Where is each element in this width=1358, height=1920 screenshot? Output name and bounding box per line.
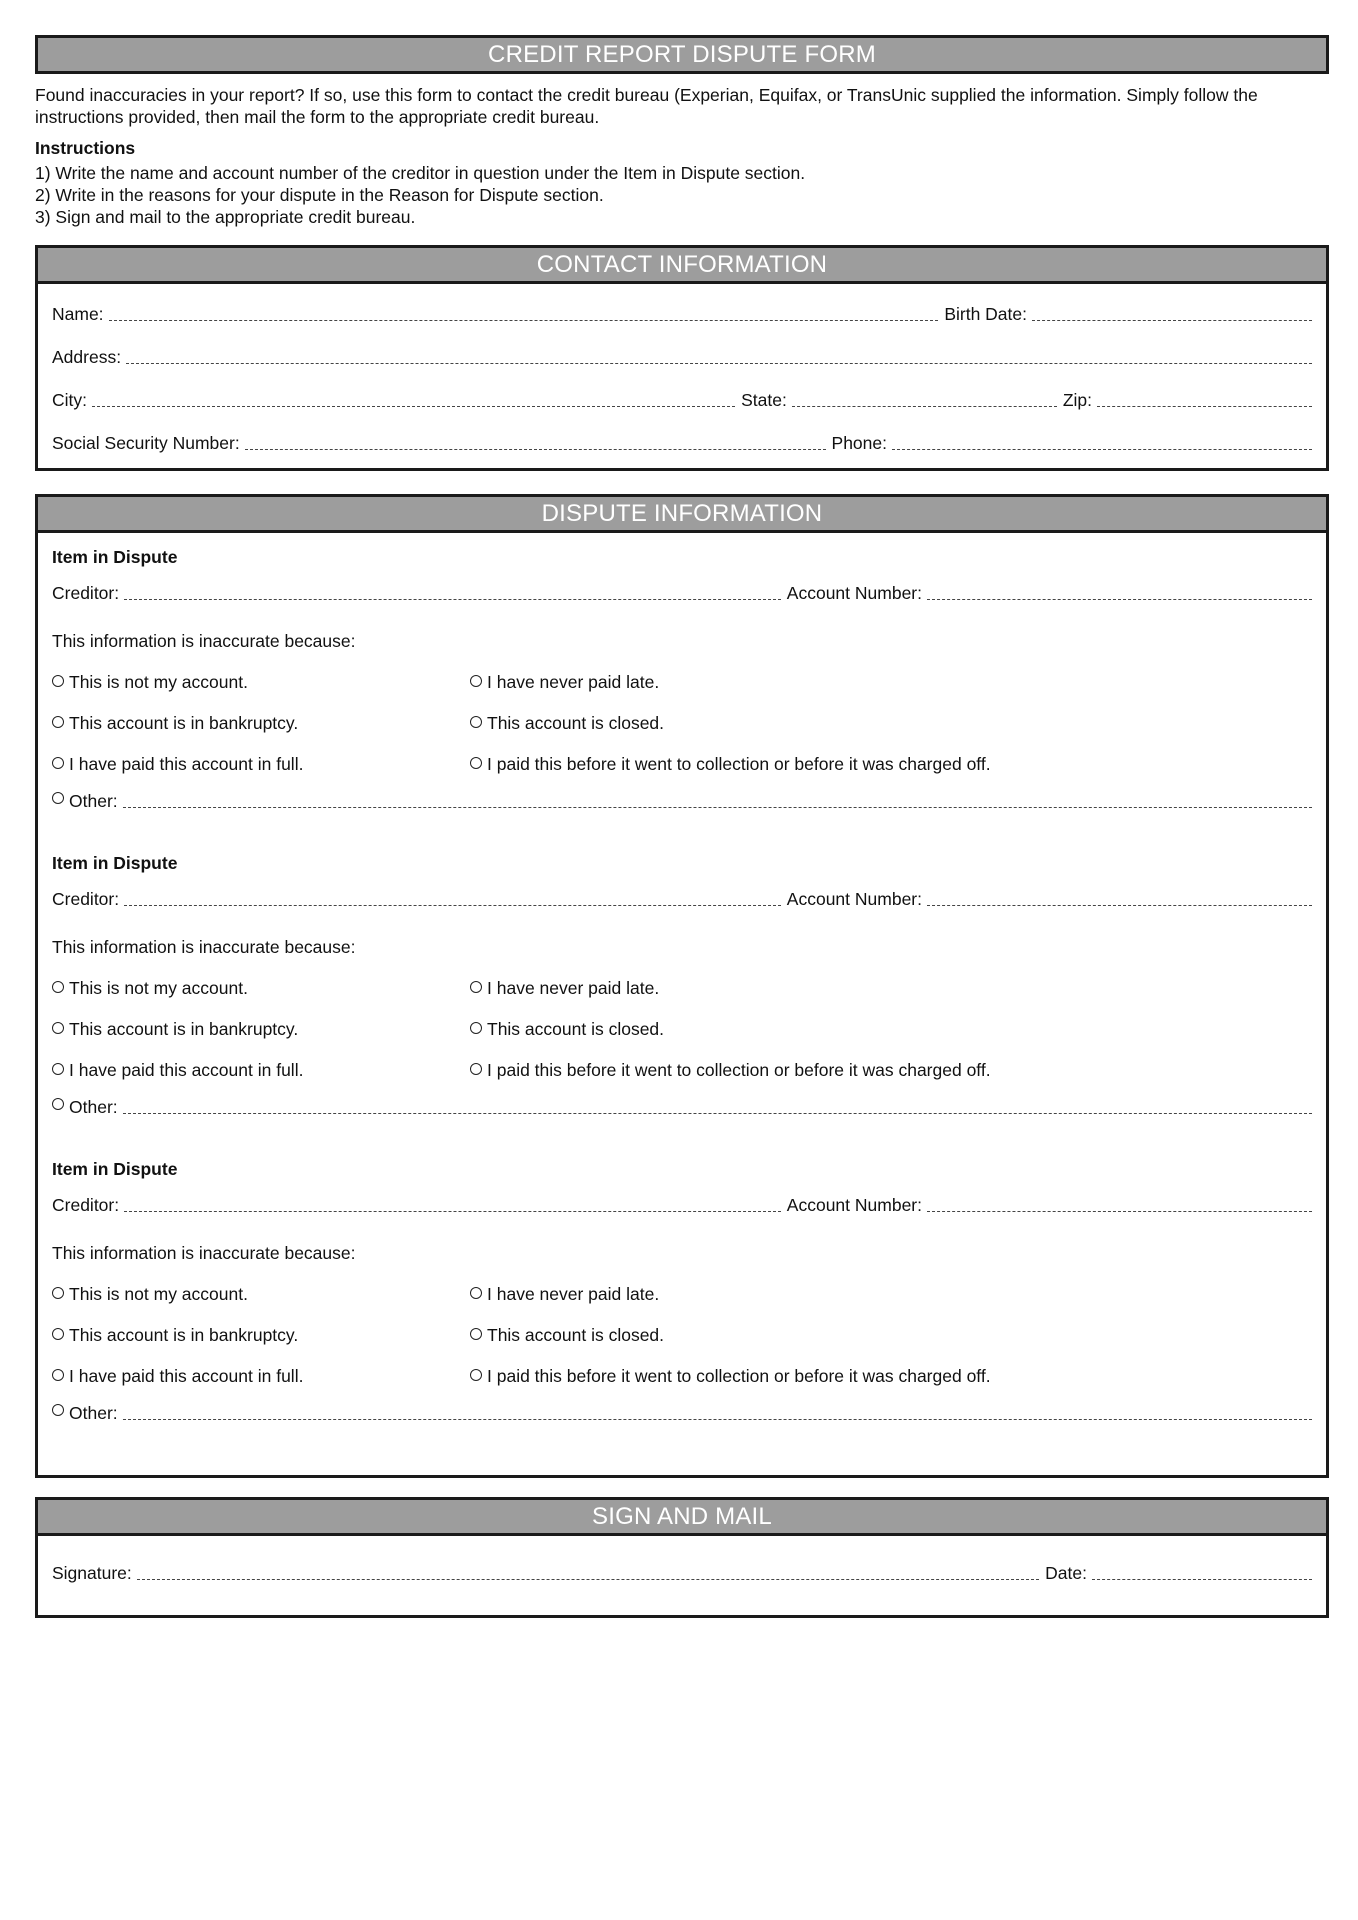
creditor-field[interactable]: [124, 905, 781, 906]
reason-intro: This information is inaccurate because:: [52, 631, 356, 651]
account-number-field[interactable]: [927, 905, 1312, 906]
option-account-closed[interactable]: This account is closed.: [470, 1019, 664, 1040]
instruction-item: 3) Sign and mail to the appropriate credit bureau.: [35, 207, 416, 227]
contact-section: [35, 245, 1329, 471]
address-row: [52, 344, 1312, 368]
option-never-paid-late[interactable]: I have never paid late.: [470, 1284, 659, 1305]
option-paid-before-collection[interactable]: I paid this before it went to collection or before it was charged off.: [470, 1366, 991, 1387]
radio-circle-icon: [470, 1063, 482, 1075]
address-field[interactable]: [126, 363, 1312, 364]
state-field[interactable]: [792, 406, 1057, 407]
sign-section-title: SIGN AND MAIL: [38, 1500, 1326, 1536]
birth-date-label: Birth Date:: [944, 304, 1027, 324]
birth-date-field[interactable]: [1032, 320, 1312, 321]
radio-circle-icon: [470, 675, 482, 687]
item-in-dispute-heading: Item in Dispute: [52, 1159, 178, 1179]
option-never-paid-late[interactable]: I have never paid late.: [470, 672, 659, 693]
other-label: Other:: [69, 1403, 118, 1423]
zip-label: Zip:: [1062, 390, 1092, 410]
radio-circle-icon: [470, 1287, 482, 1299]
radio-circle-icon: [52, 716, 64, 728]
instruction-item: 2) Write in the reasons for your dispute in the Reason for Dispute section.: [35, 185, 604, 205]
city-label: City:: [52, 390, 87, 410]
radio-circle-icon: [470, 1022, 482, 1034]
option-paid-in-full[interactable]: I have paid this account in full.: [52, 1366, 303, 1387]
other-row: [52, 1400, 1312, 1424]
other-row: [52, 1094, 1312, 1118]
option-paid-before-collection[interactable]: I paid this before it went to collection or before it was charged off.: [470, 754, 991, 775]
radio-circle-icon: [52, 981, 64, 993]
option-paid-before-collection[interactable]: I paid this before it went to collection or before it was charged off.: [470, 1060, 991, 1081]
date-field[interactable]: [1092, 1579, 1312, 1580]
other-label: Other:: [69, 791, 118, 811]
creditor-field[interactable]: [124, 599, 781, 600]
phone-field[interactable]: [892, 449, 1312, 450]
name-label: Name:: [52, 304, 104, 324]
address-label: Address:: [52, 347, 122, 367]
radio-circle-icon[interactable]: [52, 792, 64, 804]
radio-circle-icon: [52, 1369, 64, 1381]
other-field[interactable]: [123, 1113, 1312, 1114]
instruction-item: 1) Write the name and account number of the creditor in question under the Item in Dispute section.: [35, 163, 806, 183]
option-bankruptcy[interactable]: This account is in bankruptcy.: [52, 1019, 298, 1040]
radio-circle-icon[interactable]: [52, 1098, 64, 1110]
other-label: Other:: [69, 1097, 118, 1117]
radio-circle-icon: [52, 1022, 64, 1034]
radio-circle-icon: [470, 981, 482, 993]
option-not-my-account[interactable]: This is not my account.: [52, 1284, 248, 1305]
creditor-field[interactable]: [124, 1211, 781, 1212]
form-title: CREDIT REPORT DISPUTE FORM: [35, 35, 1329, 74]
radio-circle-icon: [470, 757, 482, 769]
radio-circle-icon: [52, 757, 64, 769]
creditor-label: Creditor:: [52, 889, 120, 909]
creditor-label: Creditor:: [52, 583, 120, 603]
creditor-row: [52, 580, 1312, 604]
ssn-field[interactable]: [245, 449, 826, 450]
reason-intro: This information is inaccurate because:: [52, 937, 356, 957]
radio-circle-icon: [470, 1328, 482, 1340]
radio-circle-icon: [52, 1328, 64, 1340]
option-never-paid-late[interactable]: I have never paid late.: [470, 978, 659, 999]
radio-circle-icon[interactable]: [52, 1404, 64, 1416]
option-not-my-account[interactable]: This is not my account.: [52, 672, 248, 693]
radio-circle-icon: [470, 716, 482, 728]
item-in-dispute-heading: Item in Dispute: [52, 547, 178, 567]
radio-circle-icon: [52, 675, 64, 687]
name-field[interactable]: [109, 320, 939, 321]
account-number-field[interactable]: [927, 599, 1312, 600]
account-number-label: Account Number:: [786, 889, 922, 909]
signature-label: Signature:: [52, 1563, 132, 1583]
name-row: [52, 301, 1312, 325]
sign-section: [35, 1497, 1329, 1618]
signature-field[interactable]: [137, 1579, 1039, 1580]
city-field[interactable]: [92, 406, 735, 407]
option-account-closed[interactable]: This account is closed.: [470, 1325, 664, 1346]
contact-section-title: CONTACT INFORMATION: [38, 248, 1326, 284]
intro-text: Found inaccuracies in your report? If so, use this form to contact the credit bureau (Experian, Equifax, or TransUnic supplied the information. Simply follow the instructions provided, then mail the form to the appropriate credit bureau.: [35, 85, 1258, 127]
option-paid-in-full[interactable]: I have paid this account in full.: [52, 1060, 303, 1081]
radio-circle-icon: [470, 1369, 482, 1381]
creditor-label: Creditor:: [52, 1195, 120, 1215]
creditor-row: [52, 1192, 1312, 1216]
ssn-label: Social Security Number:: [52, 433, 240, 453]
zip-field[interactable]: [1097, 406, 1312, 407]
signature-row: [52, 1560, 1312, 1584]
option-bankruptcy[interactable]: This account is in bankruptcy.: [52, 713, 298, 734]
dispute-section: [35, 494, 1329, 1478]
radio-circle-icon: [52, 1287, 64, 1299]
instructions-title: Instructions: [35, 138, 136, 158]
account-number-field[interactable]: [927, 1211, 1312, 1212]
state-label: State:: [741, 390, 787, 410]
dispute-section-title: DISPUTE INFORMATION: [38, 497, 1326, 533]
instructions-list: [35, 162, 805, 228]
option-account-closed[interactable]: This account is closed.: [470, 713, 664, 734]
reason-intro: This information is inaccurate because:: [52, 1243, 356, 1263]
ssn-row: [52, 430, 1312, 454]
other-field[interactable]: [123, 1419, 1312, 1420]
phone-label: Phone:: [831, 433, 887, 453]
radio-circle-icon: [52, 1063, 64, 1075]
account-number-label: Account Number:: [786, 583, 922, 603]
option-bankruptcy[interactable]: This account is in bankruptcy.: [52, 1325, 298, 1346]
date-label: Date:: [1045, 1563, 1087, 1583]
option-not-my-account[interactable]: This is not my account.: [52, 978, 248, 999]
other-row: [52, 788, 1312, 812]
other-field[interactable]: [123, 807, 1312, 808]
creditor-row: [52, 886, 1312, 910]
option-paid-in-full[interactable]: I have paid this account in full.: [52, 754, 303, 775]
city-row: [52, 387, 1312, 411]
item-in-dispute-heading: Item in Dispute: [52, 853, 178, 873]
account-number-label: Account Number:: [786, 1195, 922, 1215]
